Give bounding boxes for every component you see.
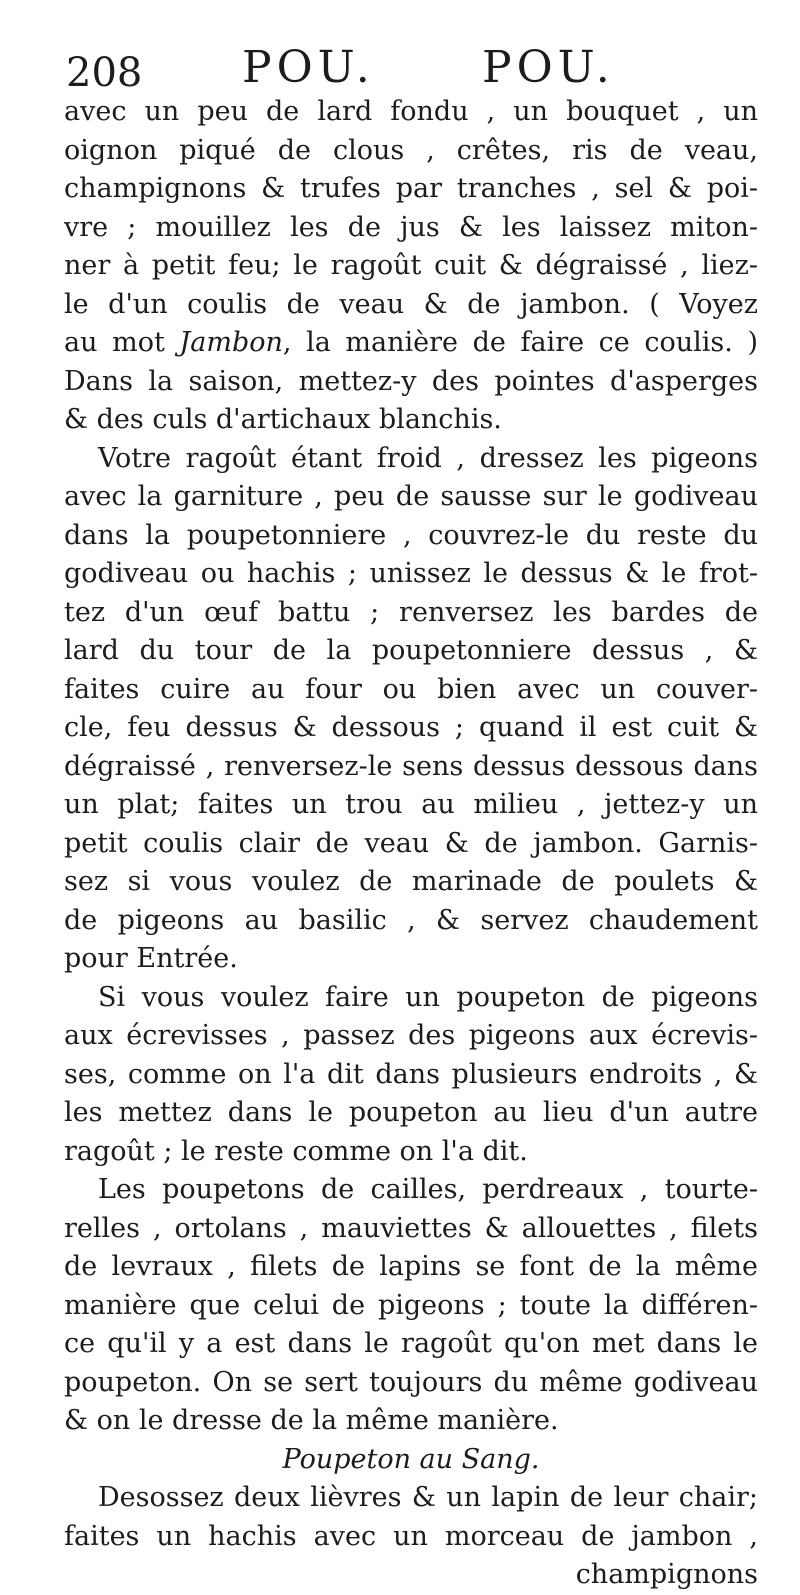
text-segment: au mot <box>64 327 180 358</box>
text-line: ce qu'il y a est dans le ragoût qu'on met dans le <box>64 1328 758 1359</box>
text-line <box>64 324 758 363</box>
paragraph-start: Desossez deux lièvres & un lapin de leur chair; <box>98 1482 758 1513</box>
text-line: godiveau ou hachis ; unissez le dessus & le frot- <box>64 558 758 589</box>
text-line: tez d'un œuf battu ; renversez les bardes de <box>64 596 758 628</box>
text-line: & on le dresse de la même manière. <box>64 1405 559 1436</box>
text-line: faites un hachis avec un morceau de jambon , <box>64 1520 758 1552</box>
section-heading: Poupeton au Sang. <box>282 1443 540 1475</box>
text-line: le d'un coulis de veau & de jambon. ( Voyez <box>64 288 758 320</box>
italic-word: Jambon <box>179 327 283 358</box>
text-line: Dans la saison, mettez-y des pointes d'asperges <box>64 365 758 397</box>
text-line: petit coulis clair de veau & de jambon. Garnis- <box>64 827 758 859</box>
text-line: faites cuire au four ou bien avec un couver- <box>64 673 758 705</box>
text-line: sez si vous voulez de marinade de poulets & <box>64 866 758 897</box>
page-number: 208 <box>66 50 143 96</box>
text-segment: , la manière de faire ce coulis. ) <box>282 327 758 358</box>
running-title-right: POU. <box>482 42 615 93</box>
paragraph-start: Votre ragoût étant froid , dressez les pigeons <box>98 442 758 474</box>
text-line: pour Entrée. <box>64 943 238 974</box>
text-line: vre ; mouillez les de jus & les laissez miton- <box>64 211 758 243</box>
text-line: dans la poupetonniere , couvrez-le du reste du <box>64 519 758 551</box>
text-line: oignon piqué de clous , crêtes, ris de veau, <box>64 134 758 166</box>
text-line: les mettez dans le poupeton au lieu d'un autre <box>64 1097 758 1128</box>
text-line: dégraissé , renversez-le sens dessus dessous dans <box>64 750 758 782</box>
text-line: ses, comme on l'a dit dans plusieurs endroits , & <box>64 1058 758 1090</box>
text-line: relles , ortolans , mauviettes & allouettes , filets <box>64 1212 758 1244</box>
text-line: de levraux , filets de lapins se font de la même <box>64 1251 758 1282</box>
paragraph-start: Si vous voulez faire un poupeton de pigeons <box>98 981 758 1013</box>
text-line: manière que celui de pigeons ; toute la différen- <box>64 1289 758 1321</box>
page-body <box>64 93 758 1595</box>
text-line: aux écrevisses , passez des pigeons aux écrevis- <box>64 1020 758 1051</box>
text-line: & des culs d'artichaux blanchis. <box>64 404 502 435</box>
running-title-left: POU. <box>242 42 375 93</box>
text-line: champignons & trufes par tranches , sel & poi- <box>64 173 758 204</box>
text-line: lard du tour de la poupetonniere dessus , & <box>64 635 758 666</box>
text-line: ragoût ; le reste comme on l'a dit. <box>64 1135 528 1167</box>
text-line: avec la garniture , peu de sausse sur le godiveau <box>64 481 758 512</box>
catchword: champignons <box>575 1559 758 1590</box>
text-line: ner à petit feu; le ragoût cuit & dégraissé , liez- <box>64 250 758 281</box>
text-line: avec un peu de lard fondu , un bouquet , un <box>64 96 758 127</box>
text-line: un plat; faites un trou au milieu , jettez-y un <box>64 789 758 820</box>
text-line: poupeton. On se sert toujours du même godiveau <box>64 1366 758 1398</box>
text-line: cle, feu dessus & dessous ; quand il est cuit & <box>64 712 758 743</box>
paragraph-start: Les poupetons de cailles, perdreaux , tourte- <box>98 1174 758 1205</box>
text-line: de pigeons au basilic , & servez chaudement <box>64 904 758 936</box>
